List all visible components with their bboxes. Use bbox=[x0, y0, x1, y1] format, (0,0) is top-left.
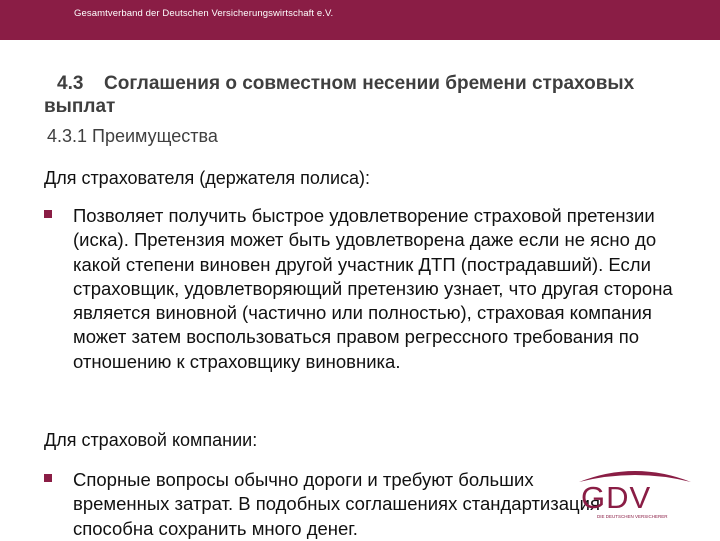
square-bullet-icon bbox=[44, 474, 52, 482]
bullet-item bbox=[44, 204, 704, 374]
title-text: Соглашения о совместном несении бремени страховых выплат bbox=[44, 73, 635, 117]
bullet-text: Позволяет получить быстрое удовлетворение страховой претензии (иска). Претензия может быть удовлетворена даже если не ясно до какой степени виновен другой участник ДТП (пострадавший). Если страховщик, удовлетворяющий претензию узнает, что другая сторона является виновной (частично или полностью), страховая компания может затем воспользоваться правом регрессного требования по отношению к страховщику виновника. bbox=[73, 205, 673, 372]
policyholder-heading: Для страхователя (держателя полиса): bbox=[44, 168, 371, 188]
logo-text: GDV bbox=[581, 480, 652, 515]
logo-tagline: DIE DEUTSCHEN VERSICHERER bbox=[597, 514, 668, 519]
gdv-logo bbox=[575, 462, 695, 540]
bullet-text: Спорные вопросы обычно дороги и требуют больших временных затрат. В подобных соглашениях стандартизация способна сохранить много денег. bbox=[73, 469, 600, 539]
organization-name: Gesamtverband der Deutschen Versicherungswirtschaft e.V. bbox=[74, 8, 334, 19]
insurer-heading: Для страховой компании: bbox=[44, 430, 258, 450]
section-number: 4.3 bbox=[57, 73, 84, 94]
bullet-item bbox=[44, 468, 604, 541]
square-bullet-icon bbox=[44, 210, 52, 218]
slide-title bbox=[44, 72, 684, 118]
slide-subtitle: 4.3.1 Преимущества bbox=[47, 126, 218, 146]
header-bar bbox=[0, 0, 720, 40]
